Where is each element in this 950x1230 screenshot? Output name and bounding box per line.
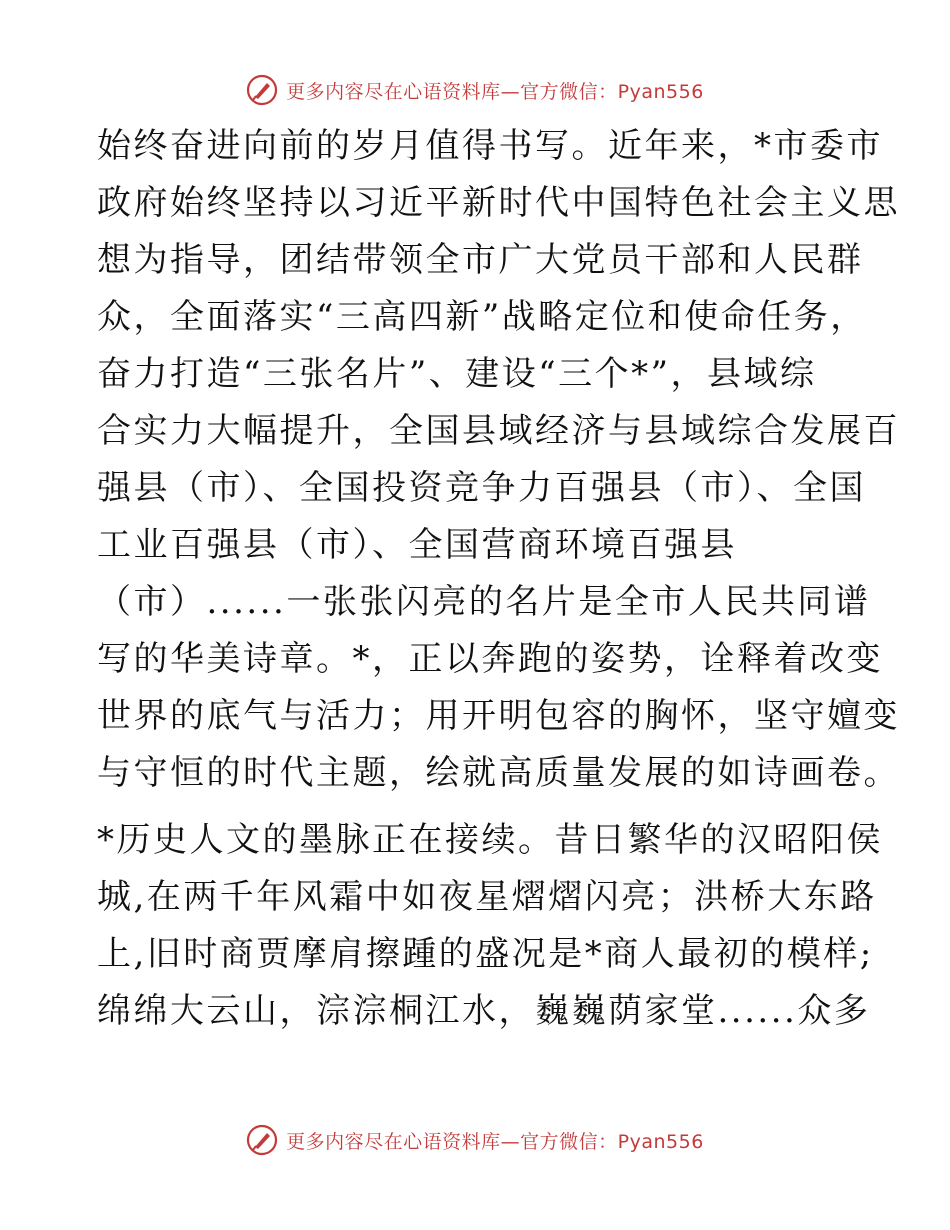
text-line: 写的华美诗章。*，正以奔跑的姿势，诠释着改变 bbox=[97, 639, 883, 679]
text-line: （市）......一张张闪亮的名片是全市人民共同谱 bbox=[97, 582, 871, 622]
text-line: 众，全面落实“三高四新”战略定位和使命任务， bbox=[97, 297, 867, 337]
text-line: 工业百强县（市）、全国营商环境百强县 bbox=[97, 525, 737, 565]
document-body bbox=[97, 118, 900, 1040]
header-watermark-text: 更多内容尽在心语资料库—官方微信：Pyan556 bbox=[286, 80, 704, 103]
text-line: 奋力打造“三张名片”、建设“三个*”，县域综 bbox=[97, 354, 817, 394]
text-line: 始终奋进向前的岁月值得书写。近年来，*市委市 bbox=[97, 126, 883, 166]
text-line: 城,在两千年风霜中如夜星熠熠闪亮；洪桥大东路 bbox=[97, 877, 877, 917]
text-line: *历史人文的墨脉正在接续。昔日繁华的汉昭阳侯 bbox=[97, 820, 883, 860]
text-line: 政府始终坚持以习近平新时代中国特色社会主义思 bbox=[97, 183, 900, 223]
text-line: 上,旧时商贾摩肩擦踵的盛况是*商人最初的模样; bbox=[97, 934, 874, 974]
quill-pen-logo-icon bbox=[246, 1124, 278, 1156]
paragraph-1 bbox=[97, 118, 900, 802]
text-line: 世界的底气与活力；用开明包容的胸怀，坚守嬗变 bbox=[97, 696, 900, 736]
paragraph-2 bbox=[97, 812, 883, 1040]
text-line: 强县（市）、全国投资竞争力百强县（市）、全国 bbox=[97, 468, 866, 508]
text-line: 想为指导，团结带领全市广大党员干部和人民群 bbox=[97, 240, 864, 280]
footer-watermark-banner bbox=[0, 1120, 950, 1160]
quill-pen-logo-icon bbox=[246, 74, 278, 106]
text-line: 绵绵大云山，淙淙桐江水，巍巍荫家堂......众多 bbox=[97, 991, 871, 1031]
text-line: 与守恒的时代主题，绘就高质量发展的如诗画卷。 bbox=[97, 753, 900, 793]
header-watermark-banner bbox=[0, 70, 950, 110]
text-line: 合实力大幅提升，全国县域经济与县域综合发展百 bbox=[97, 411, 900, 451]
footer-watermark-text: 更多内容尽在心语资料库—官方微信：Pyan556 bbox=[286, 1130, 704, 1153]
